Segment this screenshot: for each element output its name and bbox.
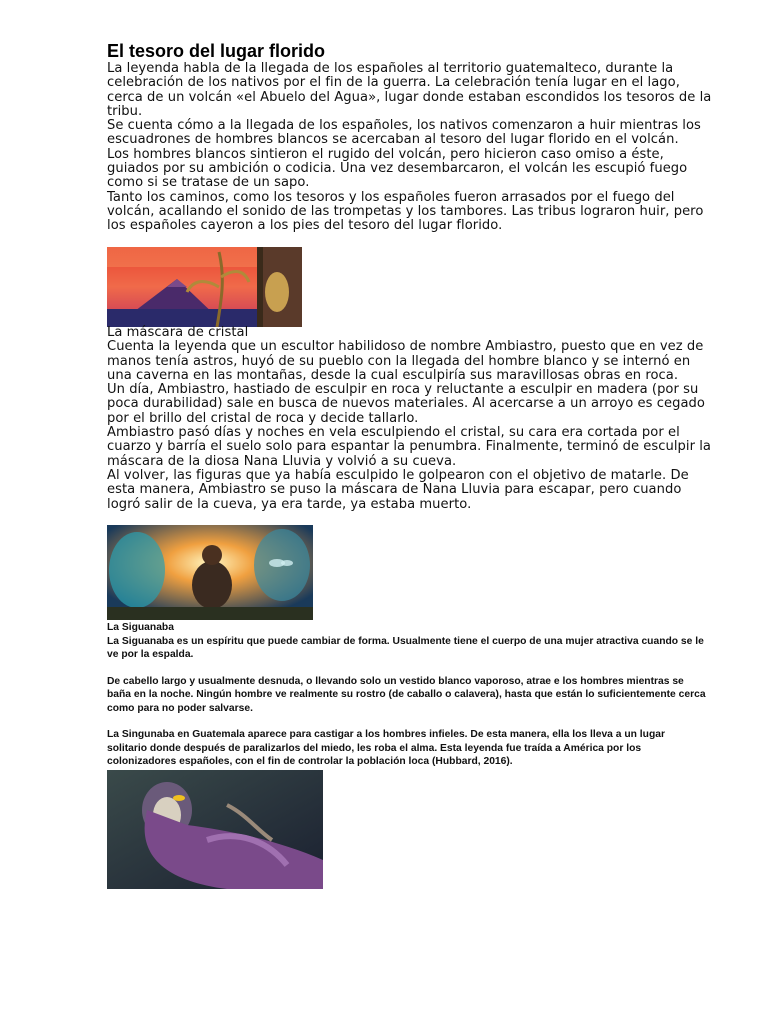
crystal-mask-image [107,525,313,620]
siguanaba-image [107,770,323,889]
mascara-paragraph: Cuenta la leyenda que un escultor habilidoso de nombre Ambiastro, puesto que en vez de manos tenía astros, huyó de su pueblo con la llegada del hombre blanco y se internó en una caverna en las montañas, desde la cual esculpiría sus maravillosas obras en roca. [107,339,704,383]
tesoro-paragraph: Tanto los caminos, como los tesoros y los españoles fueron arrasados por el fuego del volcán, acallando el sonido de las trompetas y los tambores. Las tribus lograron huir, pero los españoles cayeron a los pies del tesoro del lugar florido. [107,189,704,234]
document-title: El tesoro del lugar florido [107,41,326,61]
siguanaba-heading: La Siguanaba [107,622,174,633]
mascara-heading: La máscara de cristal [107,325,249,340]
tesoro-paragraph: Los hombres blancos sintieron el rugido del volcán, pero hicieron caso omiso a éste, guiados por su ambición o codicia. Una vez desembarcaron, el volcán les escupió fuego como si se tratase de un sapo. [107,146,688,191]
siguanaba-paragraph: La Siguanaba es un espíritu que puede cambiar de forma. Usualmente tiene el cuerpo de una mujer atractiva cuando se le ve por la espalda. [107,635,704,660]
mascara-section [107,326,712,512]
tesoro-paragraph: Se cuenta cómo a la llegada de los españoles, los nativos comenzaron a huir mientras los escuadrones de hombres blancos se acercaban al tesoro del lugar florido en el volcán. [107,118,701,148]
mascara-paragraph: Un día, Ambiastro, hastiado de esculpir en roca y reluctante a esculpir en madera (por su poca durabilidad) sale en busca de nuevos materiales. Al acercarse a un arroyo es cegado por el brillo del cristal de roca y decide tallarlo. [107,382,705,426]
siguanaba-section [107,621,707,769]
siguanaba-paragraph: La Singunaba en Guatemala aparece para castigar a los hombres infieles. De esta manera, ella los lleva a un lugar solitario donde después de paralizarlos del miedo, les roba el alma. Esta leyenda fue traída a América por los colonizadores españoles, con el fin de controlar la población loca (Hubbard, 2016). [107,729,665,767]
siguanaba-paragraph: De cabello largo y usualmente desnuda, o llevando solo un vestido blanco vaporoso, atrae e los hombres mientras se baña en la noche. Ningún hombre ve realmente su rostro (de caballo o calavera), hasta que están lo suficientemente cerca como para no poder salvarse. [107,675,706,714]
tesoro-section [107,62,712,234]
mascara-paragraph: Ambiastro pasó días y noches en vela esculpiendo el cristal, su cara era cortada por el cuarzo y barría el suelo solo para espantar la penumbra. Finalmente, terminó de esculpir la máscara de la diosa Nana Lluvia y volvió a su cueva. [107,425,712,469]
mascara-paragraph: Al volver, las figuras que ya había esculpido le golpearon con el objetivo de matarle. De esta manera, Ambiastro se puso la máscara de Nana Lluvia para escapar, pero cuando logró salir de la cueva, ya era tarde, ya estaba muerto. [107,467,689,512]
tesoro-paragraph: La leyenda habla de la llegada de los españoles al territorio guatemalteco, durante la celebración de los nativos por el fin de la guerra. La celebración tenía lugar en el lago, cerca de un volcán «el Abuelo del Agua», lugar donde estaban escondidos los tesoros de la tribu. [107,61,712,119]
volcano-painting-image [107,247,302,327]
